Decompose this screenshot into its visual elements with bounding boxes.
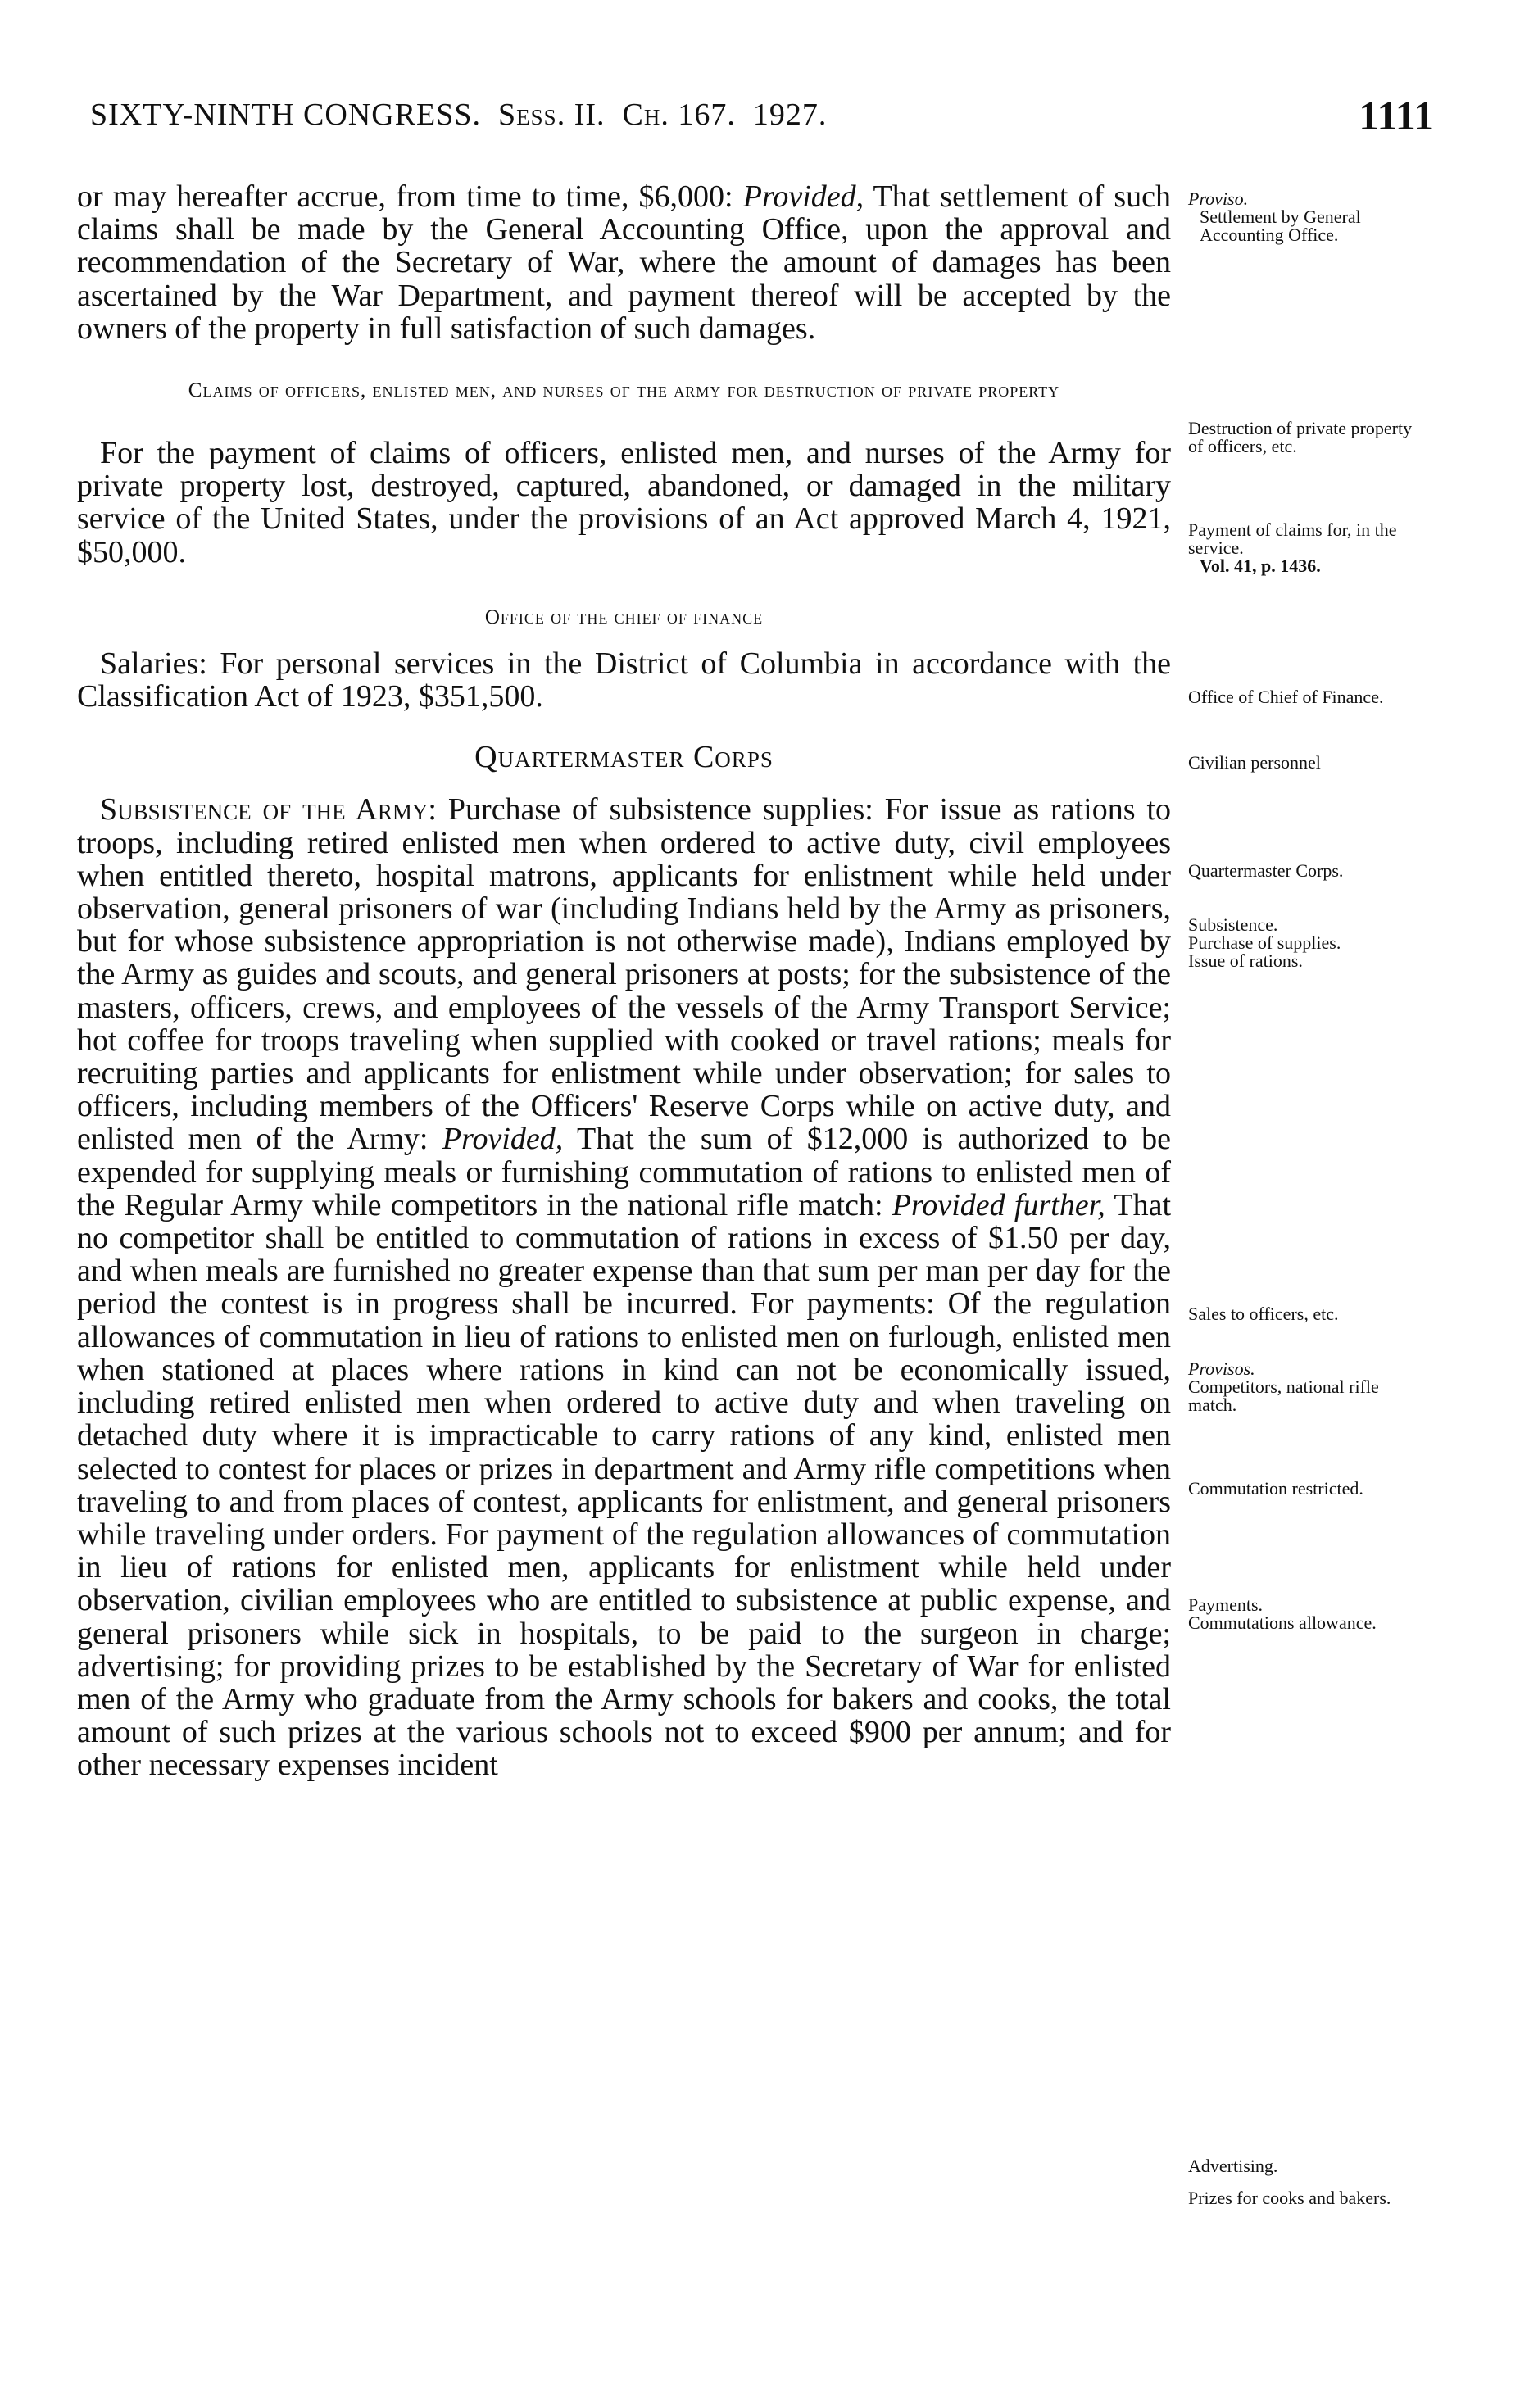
qm-text-c: That no competitor shall be entitled to commutation of rations in excess of $1.50 per day, and when meals are furnished no greater expense than that sum per man per day for the period the contest is in progress shall be incurred. For payments: Of the regulation allowances of commutation in lieu of rations to enlisted men on furlough, enlisted men when stationed at places where rations in kind can not be economically issued, including retired enlisted men when ordered to active duty and when traveling on detached duty where it is impracticable to carry rations of any kind, enlisted men selected to contest for places or prizes in department and Army rifle competitions when traveling to and from places of contest, applicants for enlistment, and general prisoners while traveling under orders. For payment of the regulation allowances of commutation in lieu of rations for enlisted men, applicants for enlistment while held under observation, civilian employees who are entitled to subsistence at public expense, and general prisoners while sick in hospitals, to be paid to the surgeon in charge; advertising; for providing prizes to be established by the Secretary of War for enlisted men of the Army who graduate from the Army schools for bakers and cooks, the total amount of such prizes at the various schools not to exceed $900 per annum; and for other necessary expenses incident (77, 1187, 1172, 1783)
qm-text-b: That the sum of $12,000 is authorized to be expended for supplying meals or furnishing commutation of rations to enlisted men of the Regular Army while competitors in the national rifle match: (77, 1122, 1172, 1222)
margin-prizes: Prizes for cooks and bakers. (1188, 2188, 1391, 2208)
header-congress: SIXTY-NINTH CONGRESS. (90, 97, 482, 132)
margin-payment-claims: Payment of claims for, in the service. (1188, 519, 1397, 558)
margin-proviso-1: Proviso. (1188, 188, 1249, 209)
qm-text-a: : Purchase of subsistence supplies: For issue as rations to troops, including retired enlisted men when ordered to active duty, civil employees when entitled thereto, hospital matrons, applicants for enlistment while held under observation, general prisoners of war (including Indians held by the Army as prisoners, but for whose subsistence appropriation is not otherwise made), Indians employed by the Army as guides and scouts, and general prisoners at posts; for the subsistence of the masters, officers, crews, and employees of the vessels of the Army Transport Service; hot coffee for troops traveling when supplied with cooked or travel rations; meals for recruiting parties and applicants for enlistment while under observation; for sales to officers, including members of the Officers' Reserve Corps while on active duty, and enlisted men of the Army: (77, 792, 1171, 1157)
margin-commutations: Commutations allowance. (1188, 1612, 1377, 1633)
margin-vol-ref: Vol. 41, p. 1436. (1200, 556, 1321, 576)
finance-heading: Office of the chief of finance (484, 605, 764, 628)
continuation-text-2: That settlement of such claims shall be made by the General Accounting Office, upon the approval and recommendation of the Secretary of War, where the amount of damages has been ascertained by the War Department, and payment thereof will be accepted by the owners of the property in full satisfaction of such damages. (77, 179, 1171, 346)
header-citation (90, 97, 827, 133)
margin-sales: Sales to officers, etc. (1188, 1304, 1339, 1324)
margin-civilian: Civilian personnel (1188, 752, 1321, 773)
header-year: 1927. (752, 97, 828, 132)
page-number: 1111 (1359, 93, 1434, 138)
header-session: Sess. II. (498, 97, 606, 132)
claims-heading: Claims of officers, enlisted men, and nurses of the army for destruction of private property (188, 379, 1060, 402)
margin-purchase: Purchase of supplies. (1188, 932, 1341, 953)
margin-issue: Issue of rations. (1188, 950, 1303, 971)
margin-provisos: Provisos. (1188, 1358, 1255, 1379)
claims-paragraph: For the payment of claims of officers, enlisted men, and nurses of the Army for private property lost, destroyed, captured, abandoned, or damaged in the military service of the United States, under the provisions of an Act approved March 4, 1921, $50,000. (77, 436, 1171, 569)
qm-proviso-1: Provided, (442, 1122, 564, 1157)
continuation-text-1: or may hereafter accrue, from time to time, $6,000: (77, 179, 743, 214)
margin-subsistence: Subsistence. (1188, 914, 1278, 935)
margin-competitors: Competitors, national rifle match. (1188, 1376, 1379, 1415)
continuation-paragraph (77, 180, 1171, 345)
quartermaster-paragraph (77, 793, 1171, 1781)
running-header (90, 93, 1434, 154)
margin-destruction: Destruction of private property of officers, etc. (1188, 418, 1413, 456)
margin-payments: Payments. (1188, 1594, 1264, 1615)
margin-settlement: Settlement by General Accounting Office. (1200, 206, 1361, 245)
main-text-column (77, 180, 1171, 1782)
margin-qm-corps: Quartermaster Corps. (1188, 860, 1344, 881)
subsistence-lead: Subsistence of the Army (100, 792, 429, 828)
margin-finance: Office of Chief of Finance. (1188, 687, 1384, 707)
margin-commutation-restricted: Commutation restricted. (1188, 1478, 1363, 1499)
quartermaster-heading: Quartermaster Corps (474, 740, 774, 775)
qm-proviso-2: Provided further, (892, 1187, 1105, 1222)
header-chapter: Ch. 167. (622, 97, 736, 132)
margin-advertising: Advertising. (1188, 2156, 1278, 2176)
continuation-proviso: Provided, (742, 179, 864, 214)
finance-paragraph: Salaries: For personal services in the District of Columbia in accordance with the Classification Act of 1923, $351,500. (77, 646, 1171, 714)
